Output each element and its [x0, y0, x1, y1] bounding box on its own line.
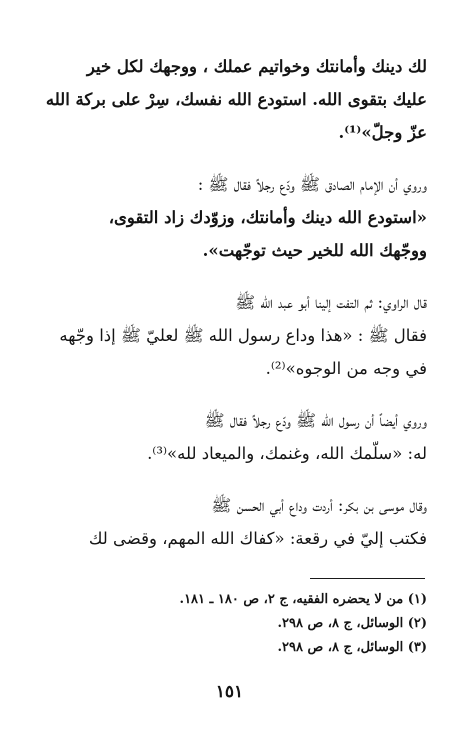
text-line: وروي أيضاً أن رسول الله ﷺ ودّع رجلاً فقال ﷺ [204, 411, 427, 430]
text-line: قال الراوي: ثم التفت إلينا أبو عبد الله ﷺ [235, 293, 427, 312]
text-line: وقال موسى بن بكر: أردت وداع أبي الحسن ﷺ [211, 496, 427, 515]
text-line: عزّ وجلّ»⁽¹⁾. [338, 123, 427, 142]
paragraph-1 [36, 50, 427, 149]
footnote: (٣) الوسائل، ج ٨، ص ٢٩٨. [277, 640, 427, 655]
text-line: وروي أن الإمام الصادق ﷺ ودّع رجلاً فقال ﷺ : [197, 175, 427, 194]
main-text [36, 50, 427, 574]
footnotes [36, 588, 427, 660]
page-number: ١٥١ [215, 682, 244, 702]
paragraph-2 [36, 168, 427, 267]
text-line: له: «سلّمك الله، وغنمك، والميعاد لله»⁽³⁾. [147, 444, 427, 463]
footnote-divider [310, 578, 425, 579]
text-line: عليك بتقوى الله. استودع الله نفسك، سِرْ على بركة الله [45, 90, 427, 109]
text-line: «استودع الله دينك وأمانتك، وزوّدك زاد التقوى، [108, 208, 427, 227]
footnote: (١) من لا يحضره الفقيه، ج ٢، ص ١٨٠ ـ ١٨١. [179, 592, 427, 607]
text-line: في وجه من الوجوه»⁽²⁾. [265, 359, 427, 378]
text-line: لك دينك وأمانتك وخواتيم عملك ، ووجهك لكل خير [86, 57, 427, 76]
paragraph-5 [36, 489, 427, 555]
footnote: (٢) الوسائل، ج ٨، ص ٢٩٨. [277, 616, 427, 631]
text-line: فكتب إليّ في رقعة: «كفاك الله المهم، وقضى لك [88, 529, 427, 548]
paragraph-4 [36, 404, 427, 470]
paragraph-3 [36, 286, 427, 385]
text-line: فقال ﷺ : «هذا وداع رسول الله ﷺ لعليّ ﷺ إذا وجّهه [59, 326, 427, 345]
text-line: ووجّهك الله للخير حيث توجّهت». [202, 241, 427, 260]
